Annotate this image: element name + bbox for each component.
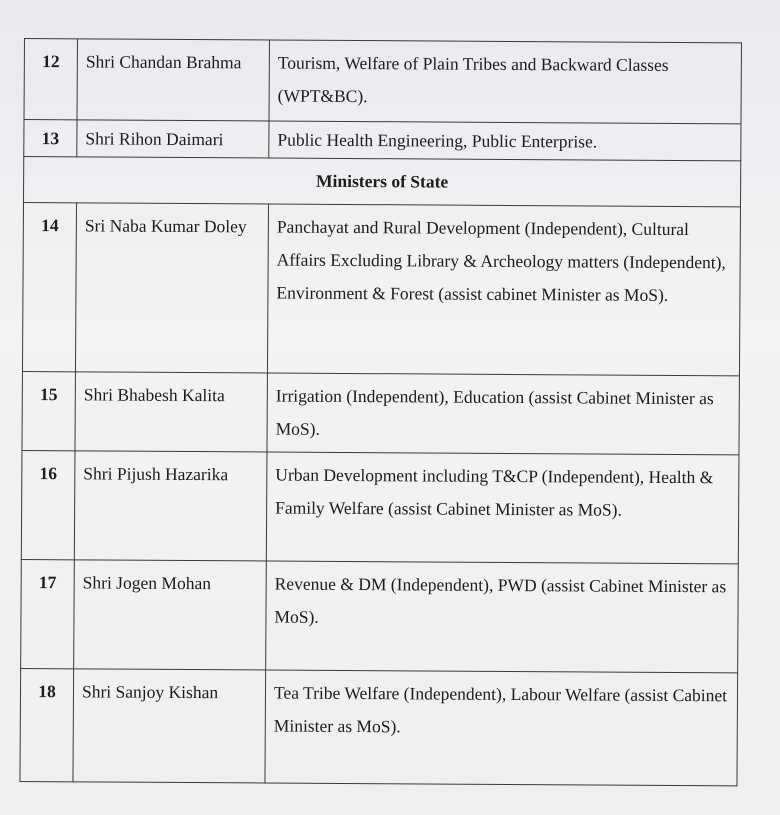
minister-name: Shri Bhabesh Kalita [75,372,267,452]
minister-name: Shri Jogen Mohan [74,560,267,670]
serial-number: 15 [22,371,75,450]
table-row [21,559,739,672]
minister-name: Shri Rihon Daimari [77,120,269,158]
portfolio: Public Health Engineering, Public Enterprise. [269,121,741,161]
minister-name: Shri Pijush Hazarika [74,451,267,561]
table-row [21,450,739,563]
serial-number: 16 [21,450,75,559]
minister-name: Shri Sanjoy Kishan [73,669,266,783]
table-row [20,668,738,785]
table-row [22,371,739,454]
portfolio: Tourism, Welfare of Plain Tribes and Backward Classes (WPT&BC). [269,40,741,124]
portfolio: Revenue & DM (Independent), PWD (assist Cabinet Minister as MoS). [266,561,739,673]
serial-number: 18 [20,668,74,781]
portfolio: Irrigation (Independent), Education (assist Cabinet Minister as MoS). [267,373,739,455]
section-heading-row [23,157,740,207]
section-heading: Ministers of State [23,157,740,207]
ministers-table [19,38,742,786]
table-row [24,39,741,124]
serial-number: 14 [22,202,76,371]
minister-name: Shri Chandan Brahma [77,39,269,121]
minister-name: Sri Naba Kumar Doley [75,203,268,373]
serial-number: 13 [24,120,77,157]
portfolio: Panchayat and Rural Development (Independent), Cultural Affairs Excluding Library & Archeology matters (Independent), Environment & Forest (assist cabinet Minister as MoS). [267,204,740,376]
serial-number: 17 [21,559,75,668]
portfolio: Urban Development including T&CP (Independent), Health & Family Welfare (assist Cabinet Minister as MoS). [266,452,739,564]
serial-number: 12 [24,39,77,120]
table-row [22,202,740,375]
portfolio: Tea Tribe Welfare (Independent), Labour Welfare (assist Cabinet Minister as MoS). [265,670,738,786]
table-row [24,120,741,161]
